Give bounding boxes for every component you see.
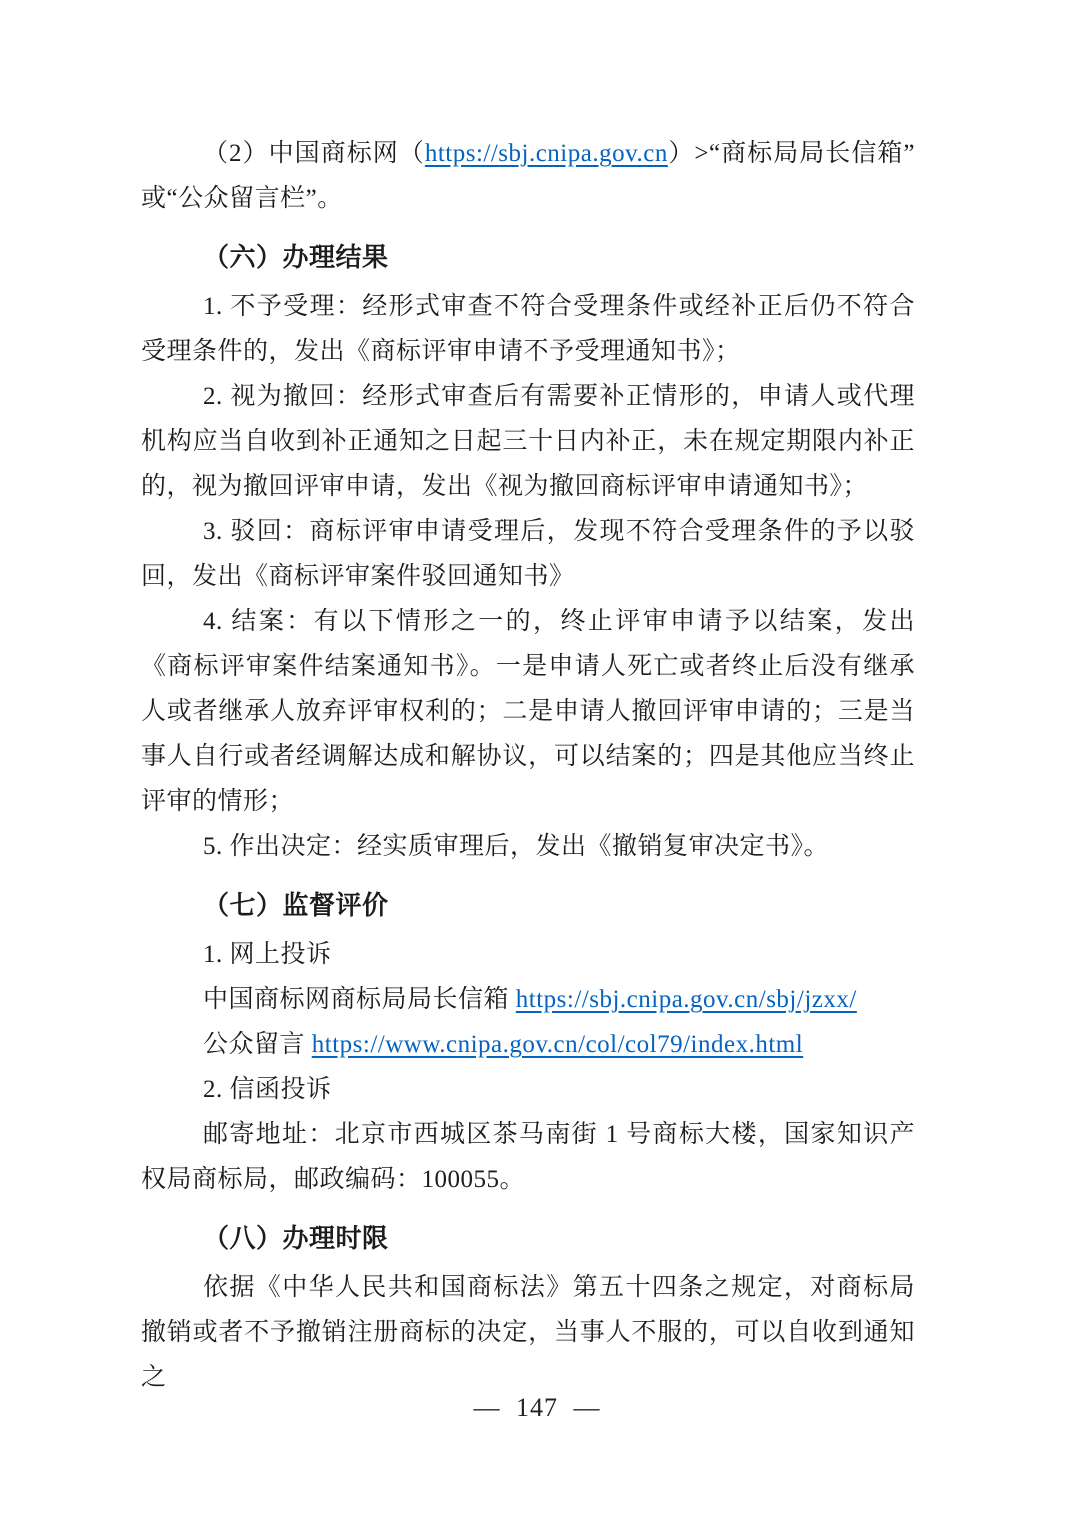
hyperlink[interactable]: https://sbj.cnipa.gov.cn [424, 140, 668, 167]
paragraph [141, 374, 915, 509]
paragraph [141, 131, 915, 221]
hyperlink[interactable]: https://www.cnipa.gov.cn/col/col79/index.html [311, 1031, 804, 1058]
paragraph [141, 977, 915, 1022]
text-run: （2）中国商标网（ [203, 140, 425, 167]
document-body [141, 131, 915, 1400]
text-run: （六）办理结果 [203, 243, 389, 272]
text-run: 1. 不予受理：经形式审查不符合受理条件或经补正后仍不符合受理条件的，发出《商标评审申请不予受理通知书》； [141, 293, 915, 365]
text-run: （七）监督评价 [203, 891, 389, 920]
text-run: 3. 驳回：商标评审申请受理后，发现不符合受理条件的予以驳回，发出《商标评审案件驳回通知书》 [141, 518, 915, 590]
text-run: 中国商标网商标局局长信箱 [203, 986, 516, 1013]
page-number: — 147 — [473, 1393, 601, 1422]
paragraph [141, 509, 915, 599]
text-run: 邮寄地址：北京市西城区茶马南街 1 号商标大楼，国家知识产权局商标局，邮政编码：100055。 [141, 1121, 915, 1193]
text-run: 2. 信函投诉 [203, 1076, 332, 1103]
section-heading [141, 883, 915, 928]
hyperlink[interactable]: https://sbj.cnipa.gov.cn/sbj/jzxx/ [515, 986, 857, 1013]
text-run: 1. 网上投诉 [203, 941, 332, 968]
paragraph [141, 932, 915, 977]
section-heading [141, 235, 915, 280]
paragraph [141, 1265, 915, 1400]
paragraph [141, 824, 915, 869]
paragraph [141, 1022, 915, 1067]
text-run: 5. 作出决定：经实质审理后，发出《撤销复审决定书》。 [203, 833, 830, 860]
page-footer [0, 1393, 1074, 1423]
text-run: 2. 视为撤回：经形式审查后有需要补正情形的，申请人或代理机构应当自收到补正通知之日起三十日内补正，未在规定期限内补正的，视为撤回评审申请，发出《视为撤回商标评审申请通知书》； [141, 383, 915, 500]
text-run: 4. 结案：有以下情形之一的，终止评审申请予以结案，发出《商标评审案件结案通知书》。一是申请人死亡或者终止后没有继承人或者继承人放弃评审权利的；二是申请人撤回评审申请的；三是当事人自行或者经调解达成和解协议，可以结案的；四是其他应当终止评审的情形； [141, 608, 915, 815]
paragraph [141, 284, 915, 374]
text-run: ）>“商标局局长信箱”或“公众留言栏”。 [141, 140, 915, 212]
paragraph [141, 599, 915, 824]
text-run: 公众留言 [203, 1031, 312, 1058]
paragraph [141, 1112, 915, 1202]
text-run: （八）办理时限 [203, 1224, 389, 1253]
section-heading [141, 1216, 915, 1261]
text-run: 依据《中华人民共和国商标法》第五十四条之规定，对商标局撤销或者不予撤销注册商标的决定，当事人不服的，可以自收到通知之 [141, 1274, 915, 1391]
paragraph [141, 1067, 915, 1112]
